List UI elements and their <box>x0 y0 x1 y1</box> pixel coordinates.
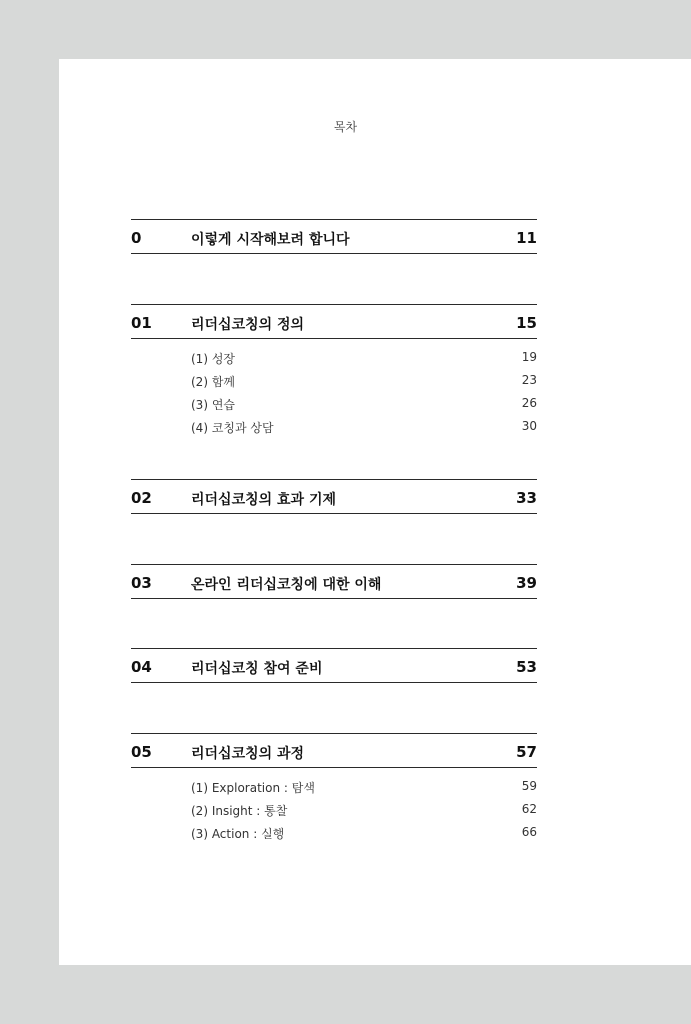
subsection-title: (1) 성장 <box>191 352 235 366</box>
subsection-row[interactable] <box>131 776 537 799</box>
chapter-number: 0 <box>131 229 142 247</box>
chapter-title: 리더십코칭의 정의 <box>191 317 305 333</box>
chapter-row[interactable] <box>131 733 537 768</box>
chapter-number: 01 <box>131 314 152 332</box>
subsection-title: (3) Action : 실행 <box>191 827 285 841</box>
chapter-page: 33 <box>516 489 537 507</box>
subsection-row[interactable] <box>131 370 537 393</box>
subsection-page: 62 <box>521 802 537 816</box>
chapter-number: 04 <box>131 658 152 676</box>
chapter-page: 39 <box>516 574 537 592</box>
chapter-row[interactable] <box>131 219 537 254</box>
chapter-page: 11 <box>516 229 537 247</box>
chapter-row[interactable] <box>131 479 537 514</box>
subsection-list <box>131 776 537 845</box>
subsection-title: (1) Exploration : 탐색 <box>191 781 315 795</box>
chapter-page: 53 <box>516 658 537 676</box>
subsection-row[interactable] <box>131 799 537 822</box>
chapter-title: 온라인 리더십코칭에 대한 이해 <box>191 577 382 593</box>
subsection-page: 66 <box>521 825 537 839</box>
subsection-list <box>131 347 537 439</box>
chapter-row[interactable] <box>131 564 537 599</box>
chapter-number: 05 <box>131 743 152 761</box>
chapter-title: 이렇게 시작해보려 합니다 <box>191 232 350 248</box>
subsection-page: 59 <box>521 779 537 793</box>
subsection-title: (4) 코칭과 상담 <box>191 421 274 435</box>
chapter-number: 02 <box>131 489 152 507</box>
chapter-number: 03 <box>131 574 152 592</box>
subsection-title: (2) 함께 <box>191 375 235 389</box>
subsection-page: 26 <box>521 396 537 410</box>
chapter-title: 리더십코칭의 과정 <box>191 746 305 762</box>
subsection-page: 30 <box>521 419 537 433</box>
toc-section-05 <box>131 733 537 845</box>
toc-section-02 <box>131 479 537 514</box>
toc-section-04 <box>131 648 537 683</box>
subsection-row[interactable] <box>131 822 537 845</box>
subsection-title: (2) Insight : 통찰 <box>191 804 288 818</box>
subsection-page: 19 <box>521 350 537 364</box>
toc-section-0 <box>131 219 537 254</box>
subsection-row[interactable] <box>131 393 537 416</box>
subsection-row[interactable] <box>131 416 537 439</box>
toc-title: 목차 <box>333 120 358 134</box>
toc-section-03 <box>131 564 537 599</box>
subsection-title: (3) 연습 <box>191 398 235 412</box>
chapter-page: 15 <box>516 314 537 332</box>
chapter-row[interactable] <box>131 304 537 339</box>
toc-section-01 <box>131 304 537 439</box>
chapter-row[interactable] <box>131 648 537 683</box>
subsection-row[interactable] <box>131 347 537 370</box>
chapter-title: 리더십코칭 참여 준비 <box>191 661 323 677</box>
subsection-page: 23 <box>521 373 537 387</box>
chapter-page: 57 <box>516 743 537 761</box>
chapter-title: 리더십코칭의 효과 기제 <box>191 492 336 508</box>
